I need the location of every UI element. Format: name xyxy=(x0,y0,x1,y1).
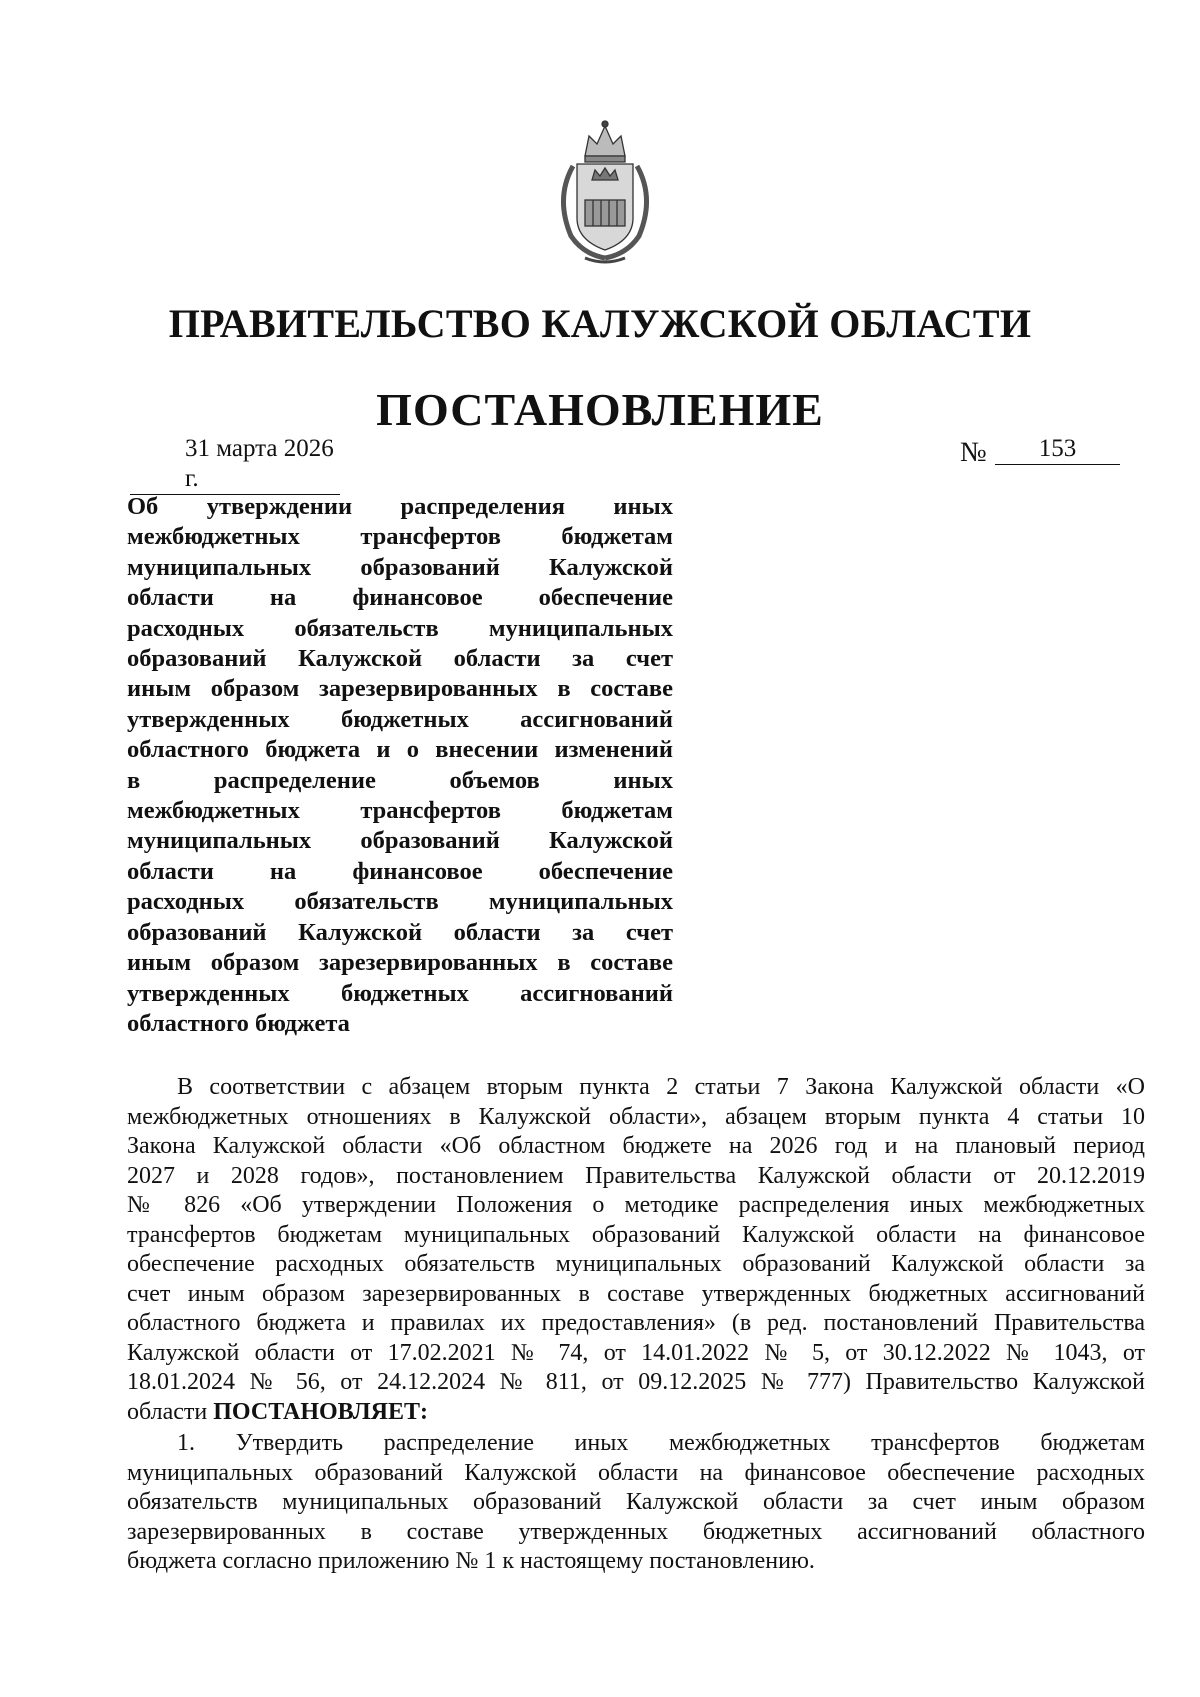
preamble-line: 2027 и 2028 годов», постановлением Правительства Калужской области от 20.12.2019 xyxy=(127,1162,1145,1189)
preamble-line: счет иным образом зарезервированных в составе утвержденных бюджетных ассигнований xyxy=(127,1280,1145,1307)
title-line: областного бюджета и о внесении изменений xyxy=(127,736,673,764)
preamble-line: межбюджетных отношениях в Калужской области», абзацем вторым пункта 4 статьи 10 xyxy=(127,1103,1145,1130)
title-line: области на финансовое обеспечение xyxy=(127,857,673,885)
title-line: межбюджетных трансфертов бюджетам xyxy=(127,523,673,551)
title-line: иным образом зарезервированных в составе xyxy=(127,949,673,977)
title-line: области на финансовое обеспечение xyxy=(127,584,673,612)
title-line: областного бюджета xyxy=(127,1009,350,1037)
document-date: 31 марта 2026 г. xyxy=(130,434,340,495)
title-line: Об утверждении распределения иных xyxy=(127,493,673,520)
clause-line: обязательств муниципальных образований Калужской области за счет иным образом xyxy=(127,1489,1145,1515)
document-title xyxy=(127,492,673,1039)
title-line: расходных обязательств муниципальных xyxy=(127,614,673,642)
preamble-line: В соответствии с абзацем вторым пункта 2 статьи 7 Закона Калужской области «О xyxy=(177,1074,1145,1100)
title-line: муниципальных образований Калужской xyxy=(127,827,673,855)
title-line: образований Калужской области за счет xyxy=(127,645,673,673)
resolves-keyword: ПОСТАНОВЛЯЕТ: xyxy=(213,1398,428,1425)
clause-line: 1. Утвердить распределение иных межбюджетных трансфертов бюджетам xyxy=(177,1430,1145,1456)
number-label: № xyxy=(960,437,987,468)
document-body xyxy=(127,1073,1145,1577)
title-line: образований Калужской области за счет xyxy=(127,918,673,946)
clause-line: бюджета согласно приложению № 1 к настоящему постановлению. xyxy=(127,1548,815,1574)
preamble-line: трансфертов бюджетам муниципальных образований Калужской области на финансовое xyxy=(127,1221,1145,1248)
preamble-last-prefix: области xyxy=(127,1398,214,1425)
coat-of-arms-icon xyxy=(545,118,665,268)
clause-line: зарезервированных в составе утвержденных бюджетных ассигнований областного xyxy=(127,1518,1145,1545)
preamble-line: № 826 «Об утверждении Положения о методике распределения иных межбюджетных xyxy=(127,1192,1145,1218)
clause-1-paragraph xyxy=(127,1429,1145,1577)
title-line: расходных обязательств муниципальных xyxy=(127,888,673,916)
preamble-line: Калужской области от 17.02.2021 № 74, от 14.01.2022 № 5, от 30.12.2022 № 1043, от xyxy=(127,1339,1145,1366)
title-line: иным образом зарезервированных в составе xyxy=(127,675,673,703)
preamble-line xyxy=(127,1398,1145,1428)
document-type: ПОСТАНОВЛЕНИЕ xyxy=(376,384,824,435)
title-line: утвержденных бюджетных ассигнований xyxy=(127,705,673,733)
preamble-line: Закона Калужской области «Об областном бюджете на 2026 год и на плановый период xyxy=(127,1133,1145,1159)
title-line: в распределение объемов иных xyxy=(127,766,673,794)
organization-name: ПРАВИТЕЛЬСТВО КАЛУЖСКОЙ ОБЛАСТИ xyxy=(168,301,1032,346)
title-line: муниципальных образований Калужской xyxy=(127,553,673,581)
preamble-line: 18.01.2024 № 56, от 24.12.2024 № 811, от 09.12.2025 № 777) Правительство Калужской xyxy=(127,1369,1145,1395)
document-number: 153 xyxy=(995,434,1120,465)
title-line: утвержденных бюджетных ассигнований xyxy=(127,979,673,1007)
preamble-paragraph xyxy=(127,1073,1145,1427)
preamble-line: обеспечение расходных обязательств муниципальных образований Калужской области за xyxy=(127,1251,1145,1277)
clause-line: муниципальных образований Калужской области на финансовое обеспечение расходных xyxy=(127,1459,1145,1486)
title-line: межбюджетных трансфертов бюджетам xyxy=(127,797,673,825)
preamble-line: областного бюджета и правилах их предоставления» (в ред. постановлений Правительства xyxy=(127,1310,1145,1336)
